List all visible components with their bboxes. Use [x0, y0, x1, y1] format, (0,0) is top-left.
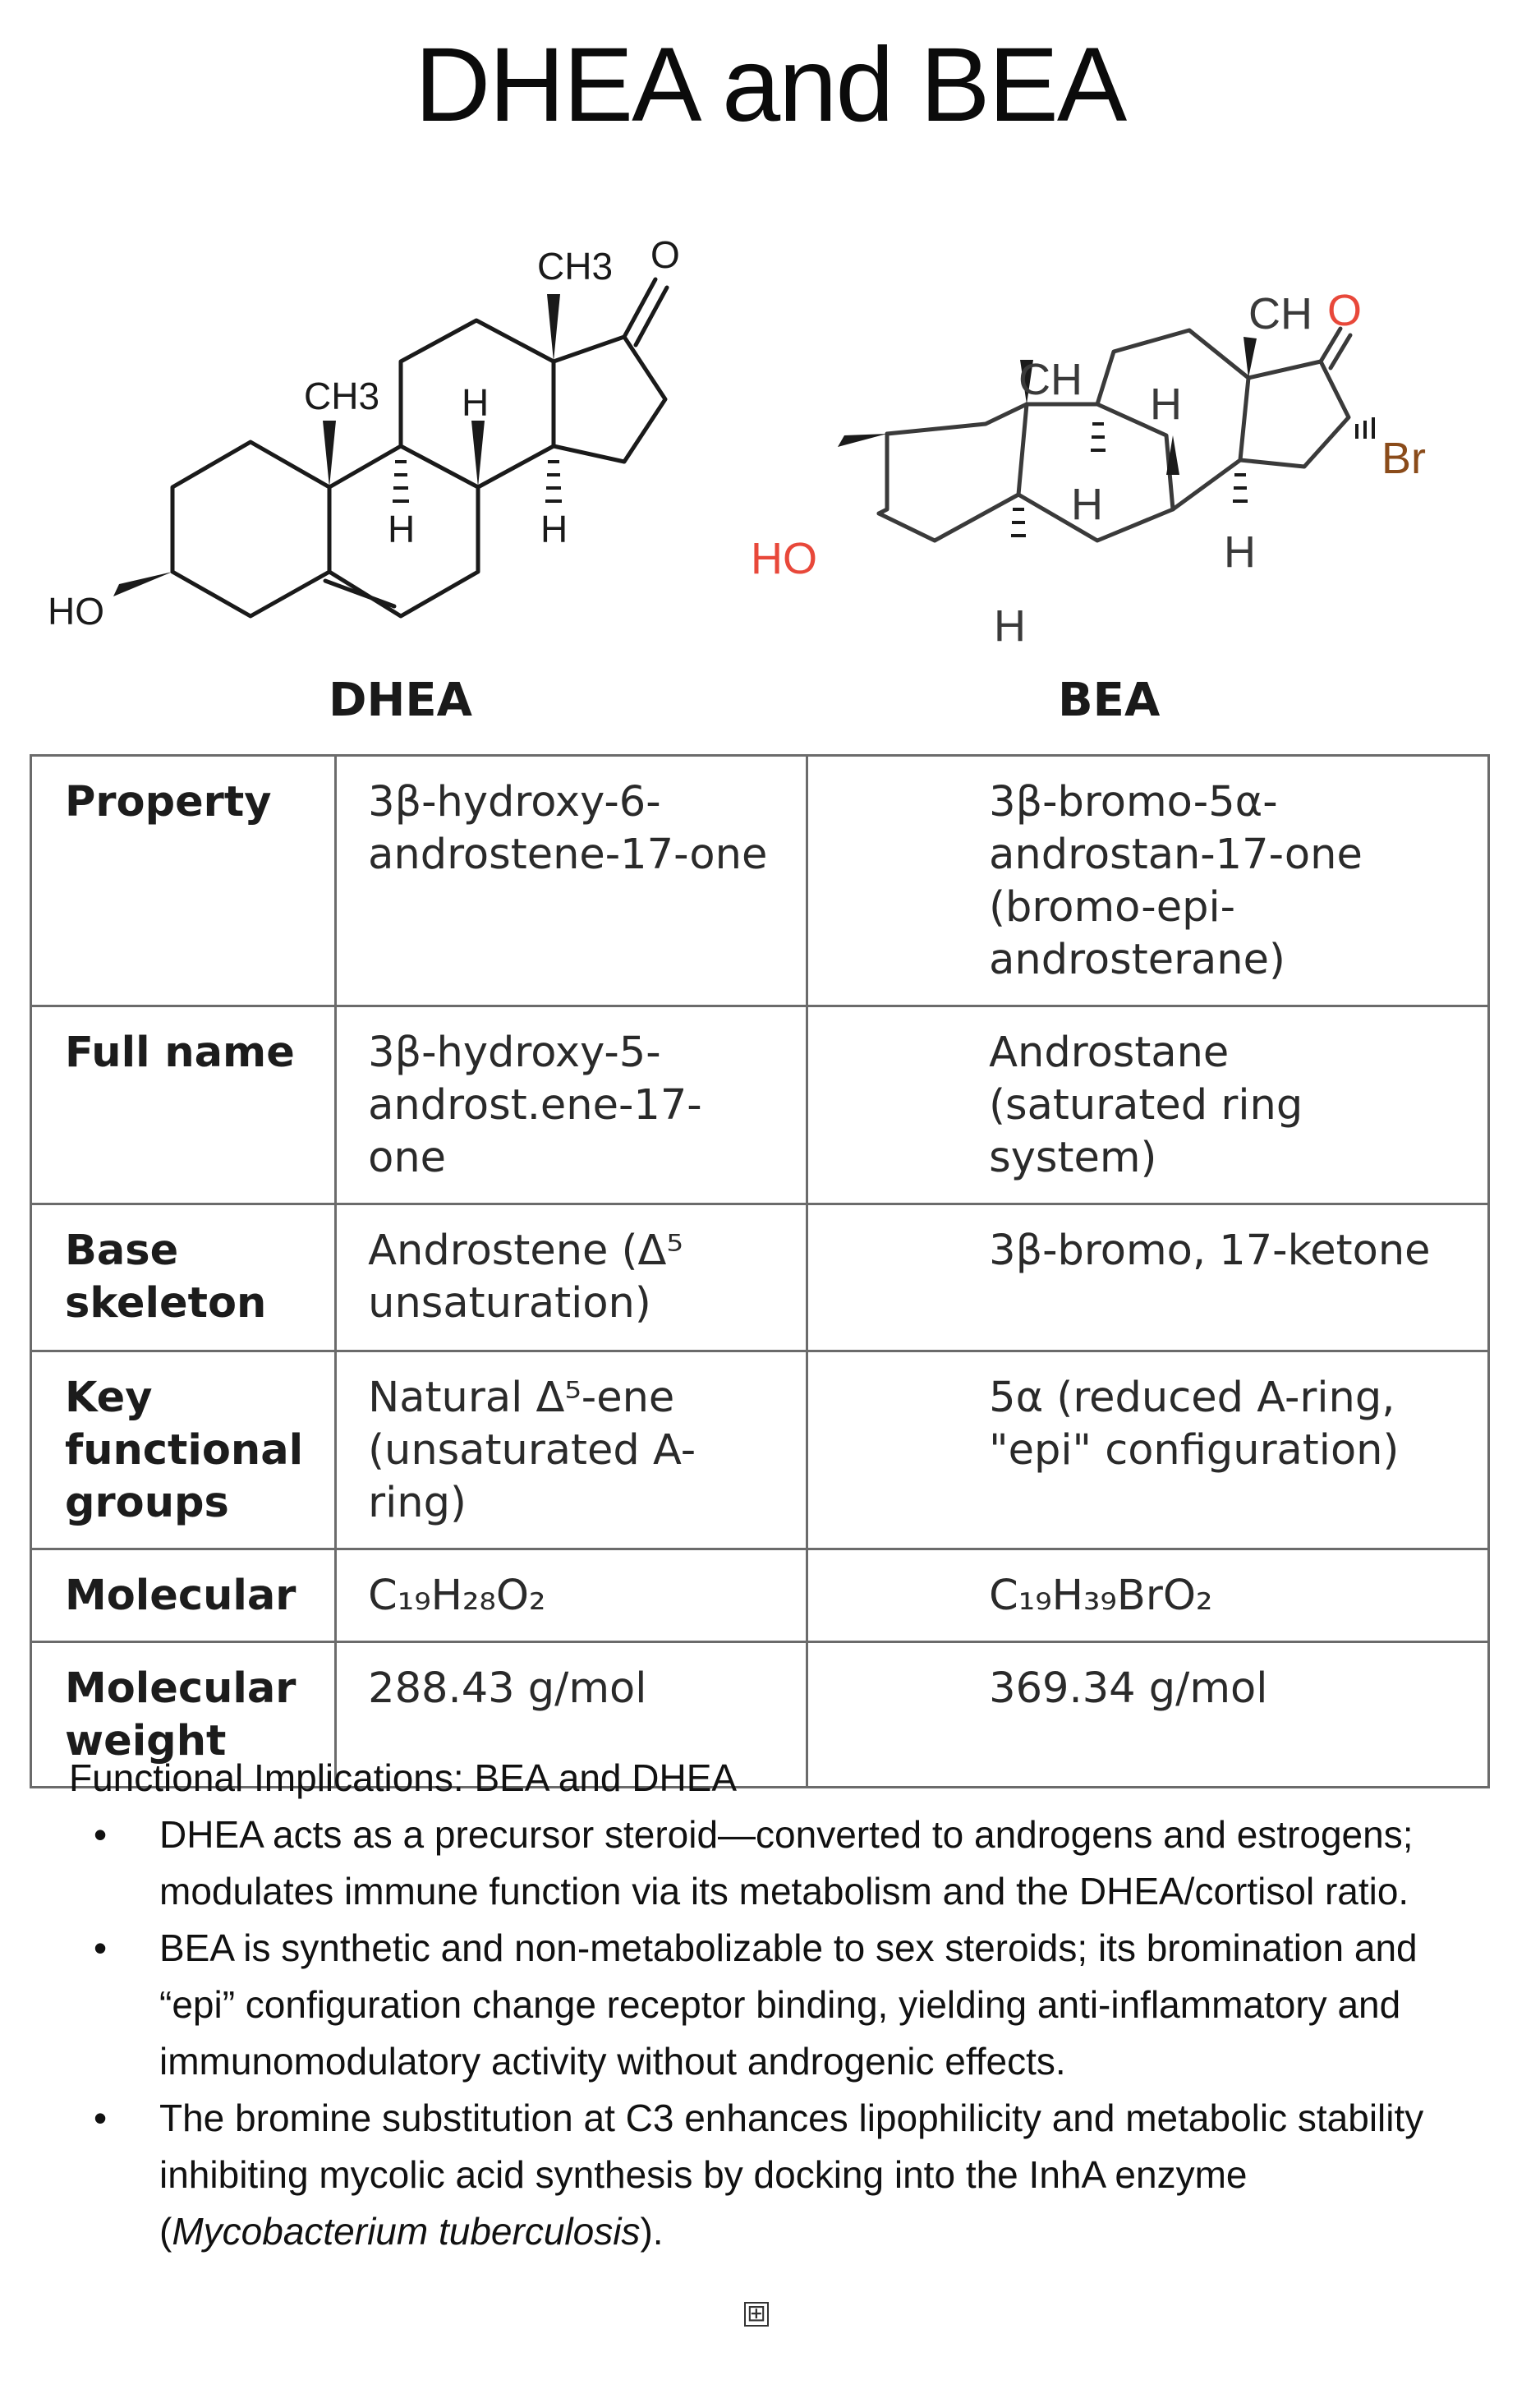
dhea-structure-figure [33, 230, 706, 674]
dhea-cell: Androstene (Δ⁵ unsaturation) [336, 1204, 807, 1351]
section-heading: Functional Implications: BEA and DHEA [69, 1756, 738, 1799]
dhea-cell: C₁₉H₂₈O₂ [336, 1549, 807, 1642]
list-item [69, 1920, 1465, 2090]
bea-cell: Androstane (saturated ring system) [807, 1006, 1489, 1204]
bea-h-label: H [1071, 480, 1103, 529]
row-label: Full name [31, 1006, 336, 1204]
list-item [69, 1807, 1465, 1920]
dhea-h-label: H [462, 381, 490, 424]
row-label: Key functional groups [31, 1351, 336, 1549]
bea-h-label: H [1150, 380, 1182, 429]
dhea-cell: 288.43 g/mol [336, 1642, 807, 1788]
bea-cell: 3β-bromo-5α-androstan-17-one (bromo-epi-androsterane) [807, 756, 1489, 1006]
page-title: DHEA and BEA [414, 26, 1126, 144]
bea-h-label: H [1224, 527, 1256, 577]
bea-cell: C₁₉H₃₉BrO₂ [807, 1549, 1489, 1642]
column-header-dhea: DHEA [329, 674, 472, 727]
dhea-ch3-label: CH3 [537, 245, 614, 288]
table-row [31, 1204, 1489, 1351]
bea-ch3-label: CH [1018, 355, 1083, 404]
implications-list [69, 1807, 1465, 2260]
column-header-bea: BEA [1058, 674, 1161, 727]
bullet-icon: • [94, 1926, 108, 1969]
row-label: Molecular weight [31, 1642, 336, 1788]
properties-table [30, 754, 1490, 1788]
dhea-ch3-label: CH3 [304, 375, 380, 417]
list-item [69, 2090, 1465, 2260]
organism-name: Mycobacterium tuberculosis [172, 2210, 641, 2253]
list-item-text: BEA is synthetic and non-metabolizable to sex steroids; its bromination and “epi” configuration change receptor binding, yielding anti-inflammatory and immunomodulatory activity without androgenic effects. [159, 1926, 1418, 2083]
bea-oxygen-label: O [1327, 286, 1363, 335]
row-label: Molecular [31, 1549, 336, 1642]
table-row [31, 756, 1489, 1006]
bea-cell: 3β-bromo, 17-ketone [807, 1204, 1489, 1351]
list-item-text-end: ). [640, 2210, 664, 2253]
dhea-hydroxyl-label: HO [48, 590, 104, 633]
table-row [31, 1351, 1489, 1549]
dhea-cell: 3β-hydroxy-6-androstene-17-one [336, 756, 807, 1006]
object-anchor-icon[interactable]: ⊞ [744, 2302, 769, 2327]
table-row [31, 1549, 1489, 1642]
bea-cell: 369.34 g/mol [807, 1642, 1489, 1788]
table-row [31, 1006, 1489, 1204]
functional-implications-section [69, 1750, 1465, 2260]
row-label: Base skeleton [31, 1204, 336, 1351]
bea-bromine-label: Br [1381, 434, 1426, 483]
row-label: Property [31, 756, 336, 1006]
bea-hydroxyl-label: HO [751, 534, 817, 583]
dhea-cell: Natural Δ⁵-ene (unsaturated A-ring) [336, 1351, 807, 1549]
list-item-text: The bromine substitution at C3 enhances lipophilicity and metabolic stability inhibiting mycolic acid synthesis by docking into the InhA enzyme ( [159, 2097, 1424, 2253]
dhea-h-label: H [540, 508, 568, 550]
dhea-cell: 3β-hydroxy-5-androst.ene-17-one [336, 1006, 807, 1204]
dhea-h-label: H [388, 508, 416, 550]
bullet-icon: • [94, 2097, 108, 2139]
list-item-text: DHEA acts as a precursor steroid—converted to androgens and estrogens; modulates immune function via its metabolism and the DHEA/cortisol ratio. [159, 1813, 1414, 1913]
bullet-icon: • [94, 1813, 108, 1856]
dhea-oxygen-label: O [650, 233, 680, 276]
bea-ch3-label: CH [1248, 289, 1312, 338]
bea-structure-figure [739, 263, 1495, 657]
bea-h-label: H [994, 601, 1026, 651]
bea-cell: 5α (reduced A-ring, "epi" configuration) [807, 1351, 1489, 1549]
